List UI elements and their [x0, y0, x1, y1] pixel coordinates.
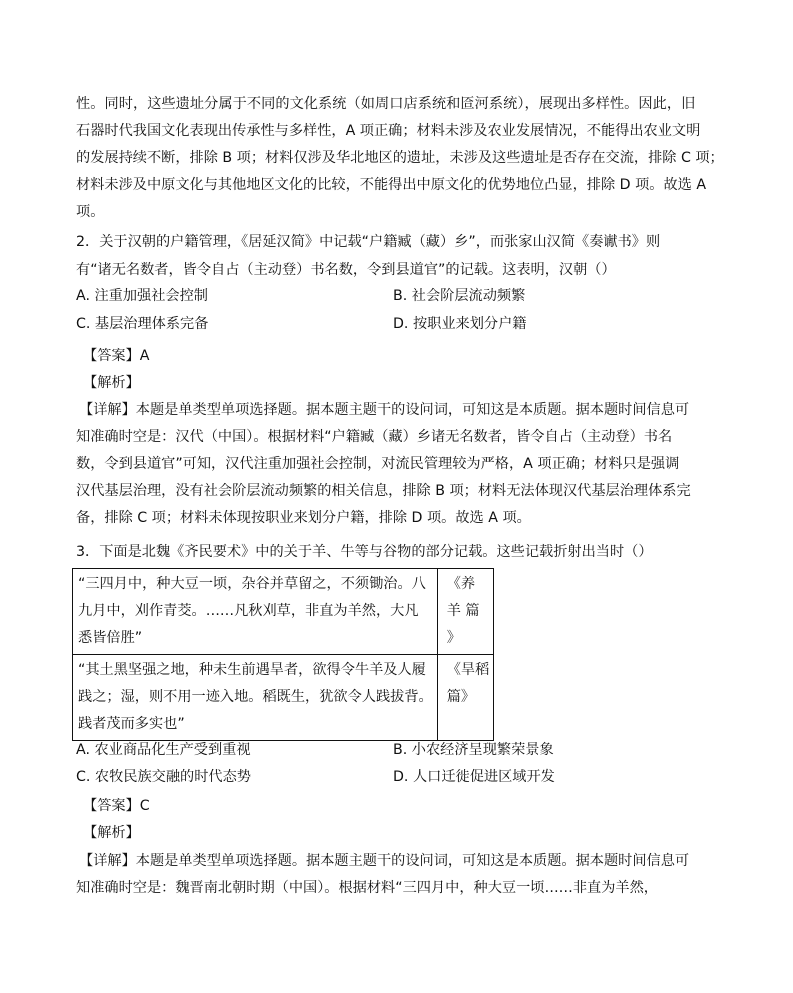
table-cell-quote	[73, 655, 438, 741]
q2-answer: 【答案】A	[83, 348, 150, 364]
table-row1-source-line-1: 《养	[446, 576, 476, 592]
table-row1-text-line-2: 九月中，刈作青茭。……凡秋刈草，非直为羊然，大凡	[78, 603, 419, 619]
q3-source-table	[72, 568, 494, 741]
table-row2-source-line-1: 《旱稻	[446, 662, 490, 678]
table-row1-source-line-3: 》	[446, 630, 461, 646]
table-row1-source-line-2: 羊 篇	[446, 603, 480, 619]
q2-option-b: B. 社会阶层流动频繁	[393, 288, 526, 304]
table-row2-source-line-2: 篇》	[446, 689, 476, 705]
table-row2-text-line-1: “其土黑坚强之地，种未生前遇旱者，欲得令牛羊及人履	[78, 662, 426, 678]
q2-detail-line-2: 知准确时空是：汉代（中国）。根据材料“户籍臧（藏）乡诸无名数者，皆令自占（主动登）书名	[76, 429, 673, 445]
q3-option-d: D. 人口迁徙促进区域开发	[393, 769, 555, 785]
q3-detail-line-1: 【详解】本题是单类型单项选择题。据本题主题干的设问词，可知这是本质题。据本题时间信息可	[79, 853, 690, 869]
q3-answer: 【答案】C	[83, 798, 150, 814]
intro-line-1: 性。同时，这些遗址分属于不同的文化系统（如周口店系统和匼河系统），展现出多样性。因此，旧	[76, 96, 696, 112]
q3-option-c: C. 农牧民族交融的时代态势	[76, 769, 251, 785]
table-row1-text-line-1: “三四月中，种大豆一顷，杂谷并草留之，不须锄治。八	[78, 576, 426, 592]
q3-option-a: A. 农业商品化生产受到重视	[76, 742, 251, 758]
table-row1-text-line-3: 悉皆倍胜”	[78, 630, 143, 646]
q3-detail-line-2: 知准确时空是：魏晋南北朝时期（中国）。根据材料“三四月中，种大豆一顷……非直为羊然，	[76, 880, 658, 896]
table-cell-quote	[73, 569, 438, 655]
intro-line-2: 石器时代我国文化表现出传承性与多样性，A 项正确；材料未涉及农业发展情况，不能得出农业文明	[76, 123, 701, 139]
q3-option-b: B. 小农经济呈现繁荣景象	[393, 742, 554, 758]
intro-line-4: 材料未涉及中原文化与其他地区文化的比较，不能得出中原文化的优势地位凸显，排除 D 项。故选 A	[76, 177, 707, 193]
q2-option-d: D. 按职业来划分户籍	[393, 316, 527, 332]
q2-detail-line-4: 汉代基层治理，没有社会阶层流动频繁的相关信息，排除 B 项；材料无法体现汉代基层治理体系完	[76, 483, 691, 499]
q2-detail-line-3: 数，令到县道官”可知，汉代注重加强社会控制，对流民管理较为严格，A 项正确；材料只是强调	[76, 456, 680, 472]
table-row	[73, 655, 494, 741]
q2-detail-line-1: 【详解】本题是单类型单项选择题。据本题主题干的设问词，可知这是本质题。据本题时间信息可	[79, 402, 690, 418]
q3-analysis-label: 【解析】	[83, 825, 140, 841]
intro-line-3: 的发展持续不断，排除 B 项；材料仅涉及华北地区的遗址，未涉及这些遗址是否存在交流，排除 C 项；	[76, 150, 724, 166]
table-row	[73, 569, 494, 655]
table-row2-text-line-2: 践之；湿，则不用一迹入地。稻既生，犹欲令人践拔背。	[78, 689, 433, 705]
table-cell-source	[437, 569, 494, 655]
table-row2-text-line-3: 践者茂而多实也”	[78, 716, 185, 732]
intro-line-5: 项。	[76, 204, 105, 220]
q2-analysis-label: 【解析】	[83, 375, 140, 391]
q2-stem-line-2: 有“诸无名数者，皆令自占（主动登）书名数，令到县道官”的记载。这表明，汉朝（）	[76, 262, 616, 278]
q2-option-a: A. 注重加强社会控制	[76, 288, 208, 304]
q2-option-c: C. 基层治理体系完备	[76, 316, 209, 332]
table-cell-source	[437, 655, 494, 741]
q3-stem: 3．下面是北魏《齐民要术》中的关于羊、牛等与谷物的部分记载。这些记载折射出当时（）	[76, 544, 653, 560]
q2-detail-line-5: 备，排除 C 项；材料未体现按职业来划分户籍，排除 D 项。故选 A 项。	[76, 510, 531, 526]
q2-stem-line-1: 2．关于汉朝的户籍管理，《居延汉简》中记载“户籍臧（藏）乡”，而张家山汉简《奏谳书》则	[76, 234, 661, 250]
